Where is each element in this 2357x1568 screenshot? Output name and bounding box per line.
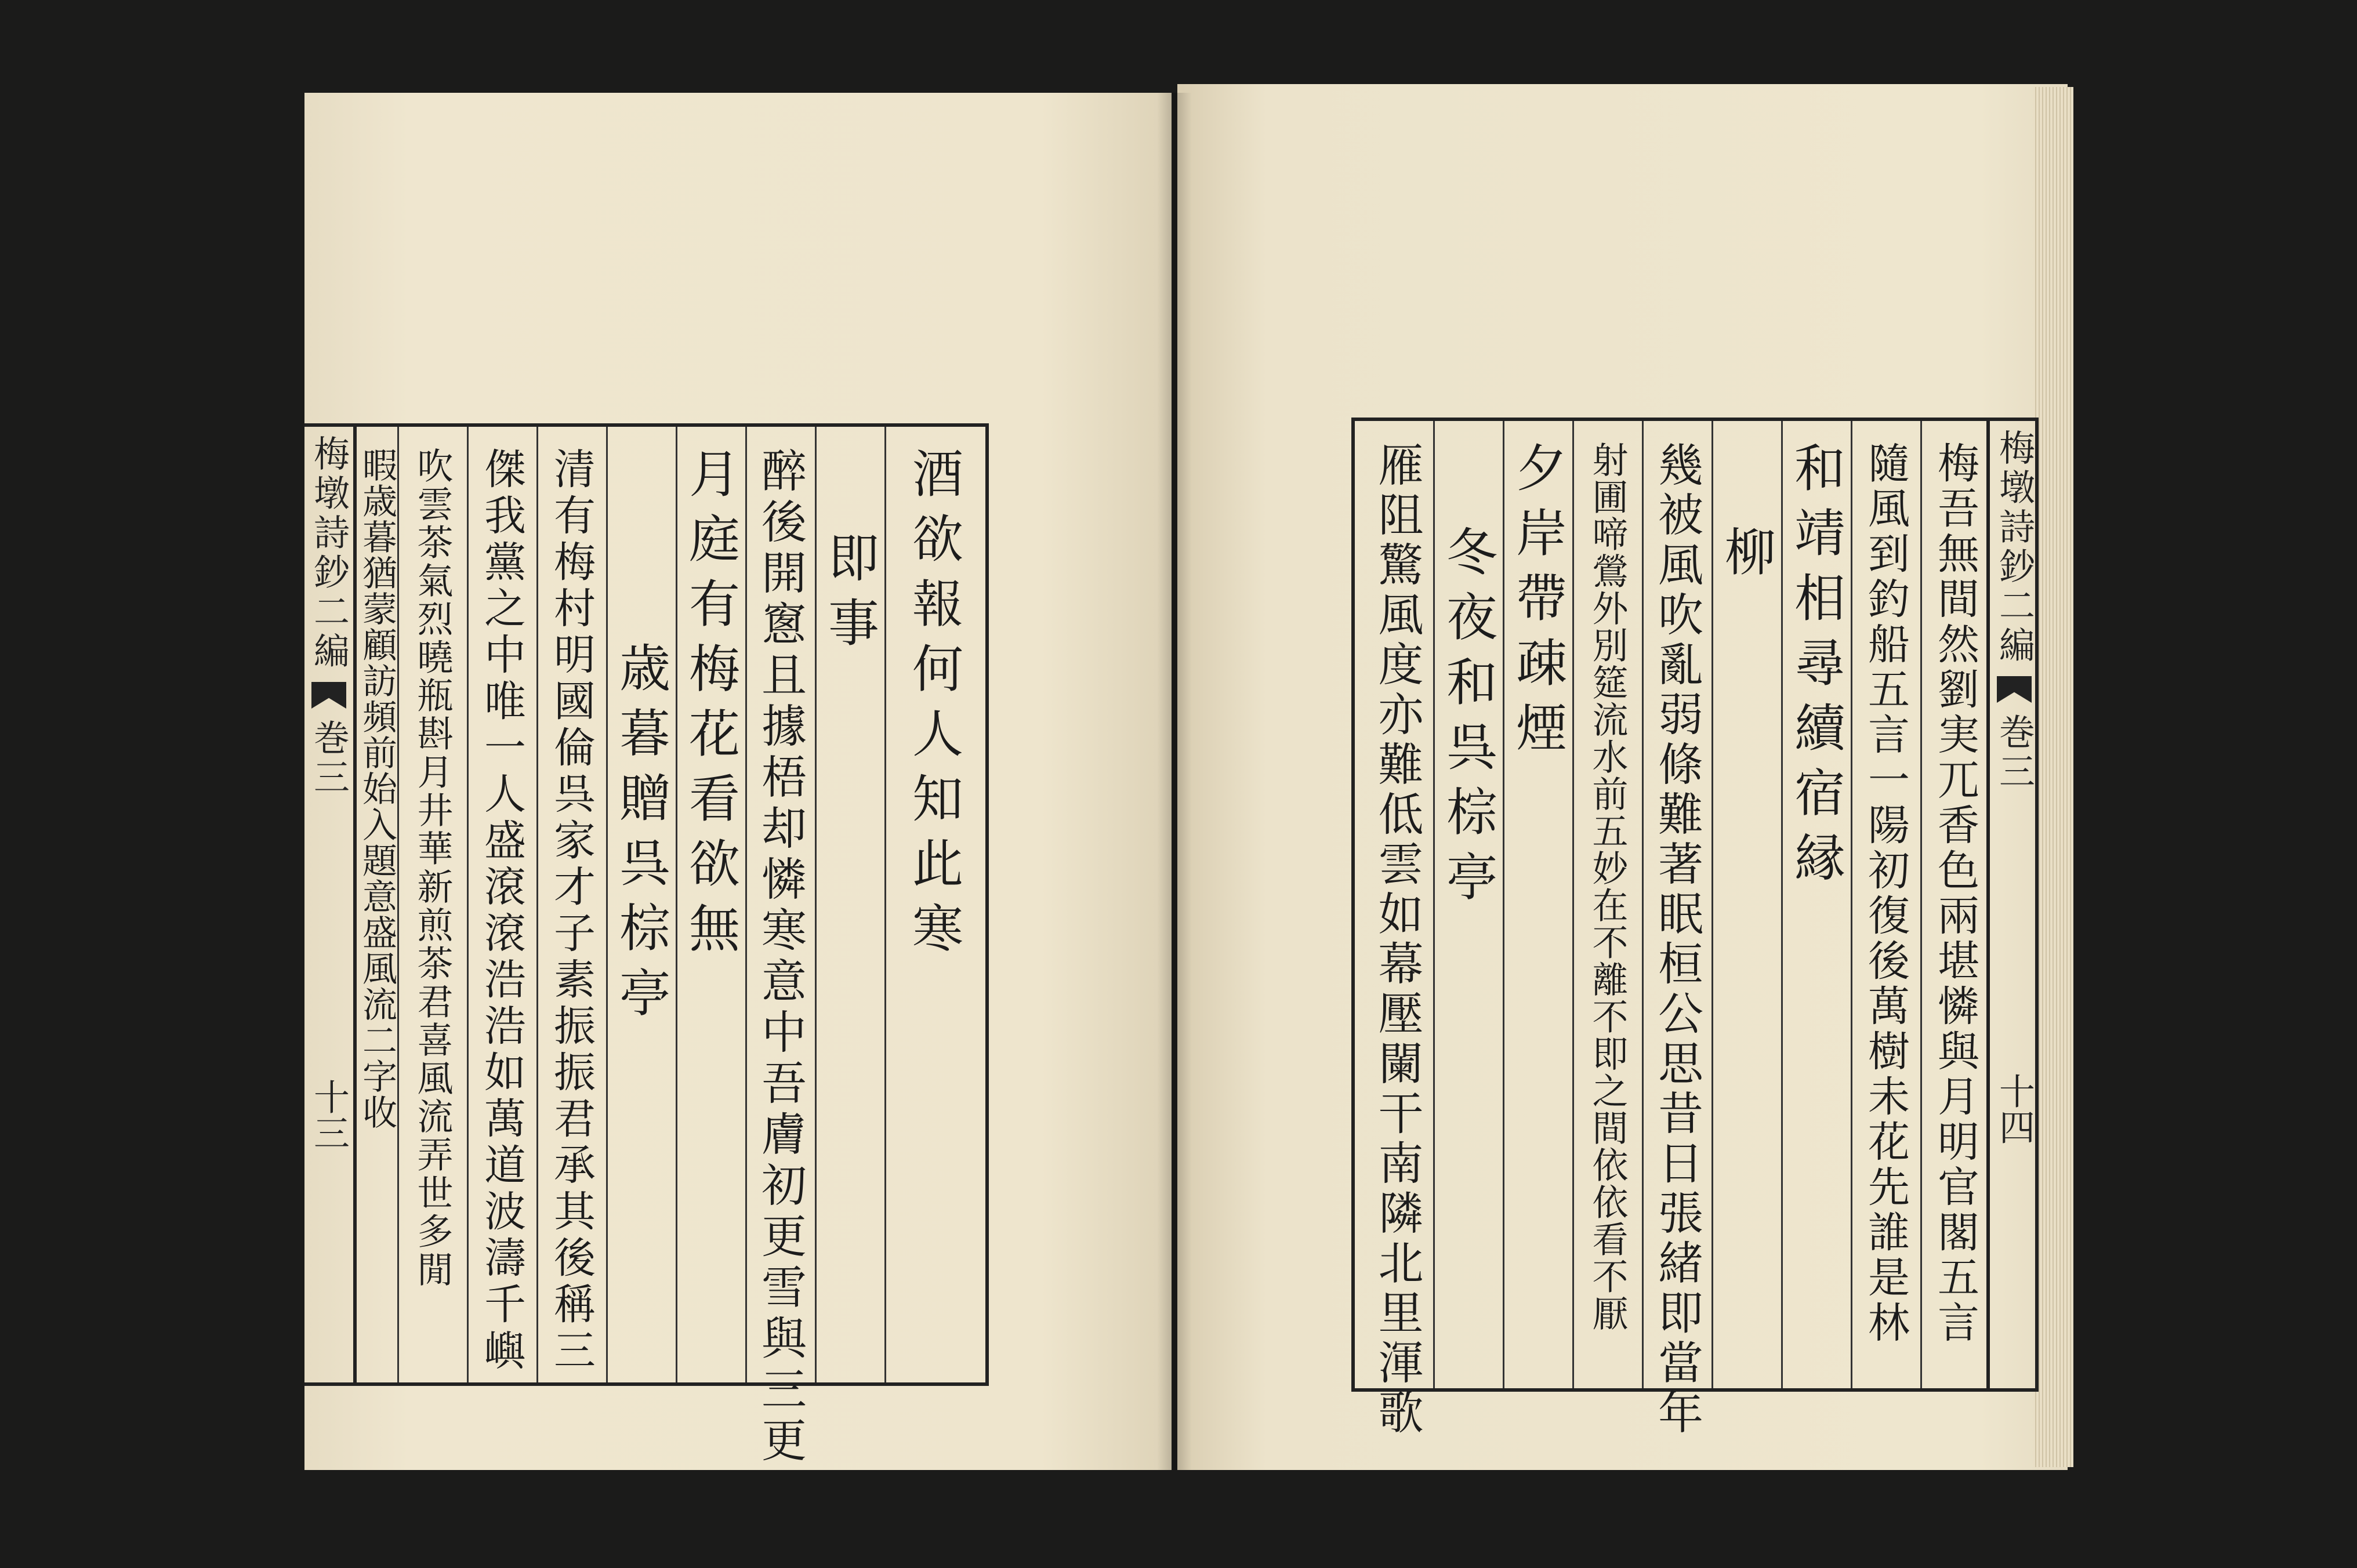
text-column bbox=[1503, 421, 1572, 1388]
column-text: 月庭有梅花看欲無 bbox=[681, 447, 741, 967]
text-column bbox=[815, 427, 884, 1382]
column-rule bbox=[1572, 421, 1574, 1388]
column-rule bbox=[536, 427, 538, 1382]
left-hashira-title: 梅墩詩鈔二編 bbox=[307, 435, 350, 672]
column-rule bbox=[1642, 421, 1644, 1388]
right-hashira-volume: 巻三 bbox=[1993, 713, 2036, 792]
column-text: 隨風到釣船五言一陽初復後萬樹未花先誰是林 bbox=[1861, 441, 1910, 1346]
text-column bbox=[1433, 421, 1503, 1388]
column-rule bbox=[1711, 421, 1713, 1388]
text-column bbox=[1361, 421, 1433, 1439]
poem-title: 柳 bbox=[1717, 525, 1776, 590]
text-column bbox=[1851, 421, 1920, 1388]
column-rule bbox=[1503, 421, 1504, 1388]
text-column bbox=[884, 427, 983, 1382]
text-column bbox=[745, 427, 815, 1468]
text-column bbox=[536, 427, 606, 1382]
column-rule bbox=[1781, 421, 1783, 1388]
right-folio: 十四 bbox=[1993, 1073, 2036, 1145]
column-rule bbox=[1920, 421, 1922, 1388]
column-rule bbox=[676, 427, 677, 1382]
poem-title: 歳暮贈呉棕亭 bbox=[611, 641, 671, 1031]
left-folio: 十三 bbox=[307, 1079, 350, 1150]
text-column bbox=[676, 427, 745, 1382]
left-hashira-volume: 巻三 bbox=[307, 719, 350, 798]
column-text: 吹雲茶氣烈曉瓶斟月井華新煎茶君喜風流弄世多閒 bbox=[411, 447, 454, 1289]
column-text: 夕岸帶疎煙 bbox=[1508, 441, 1568, 766]
column-rule bbox=[1851, 421, 1852, 1388]
column-text: 暇歳暮猶蒙顧訪頻前始入題意盛風流二字收 bbox=[357, 447, 397, 1130]
text-column bbox=[357, 427, 397, 1382]
right-hashira-title: 梅墩詩鈔二編 bbox=[1993, 429, 2036, 666]
text-column bbox=[1920, 421, 1990, 1388]
column-text: 雁阻驚風度亦難低雲如幕壓闌干南隣北里渾歌 bbox=[1370, 441, 1423, 1439]
column-rule bbox=[467, 427, 469, 1382]
column-text: 酒欲報何人知此寒 bbox=[904, 447, 964, 967]
column-text: 傑我黨之中唯一人盛滾滾浩浩如萬道波濤千嶼 bbox=[477, 447, 526, 1375]
column-rule bbox=[745, 427, 747, 1382]
text-column bbox=[1711, 421, 1781, 1388]
text-column bbox=[606, 427, 676, 1382]
left-text-frame bbox=[304, 423, 989, 1468]
column-rule bbox=[606, 427, 608, 1382]
poem-title: 冬夜和呉棕亭 bbox=[1438, 525, 1498, 915]
column-rule bbox=[1433, 421, 1435, 1388]
text-column bbox=[397, 427, 467, 1382]
column-rule bbox=[884, 427, 886, 1382]
column-text: 醉後開窻且據梧却憐寒意中吾膚初更雪與三更 bbox=[754, 447, 806, 1468]
column-text: 幾被風吹亂弱條難著眠桓公思昔日張緒即當年 bbox=[1651, 441, 1703, 1439]
book-gutter bbox=[1157, 93, 1192, 1470]
column-text: 和靖相尋續宿縁 bbox=[1786, 441, 1846, 896]
poem-title: 即事 bbox=[820, 531, 880, 661]
column-rule bbox=[815, 427, 817, 1382]
text-column bbox=[1642, 421, 1711, 1439]
text-column bbox=[467, 427, 536, 1382]
column-text: 射圃啼鶯外別筵流水前五妙在不離不即之間依依看不厭 bbox=[1586, 441, 1629, 1332]
column-text: 清有梅村明國倫呉家才子素振振君承其後稱三 bbox=[547, 447, 596, 1375]
right-text-frame bbox=[1351, 418, 2039, 1439]
text-column bbox=[1781, 421, 1851, 1388]
column-text: 梅吾無間然劉実兀香色兩堪憐與月明官閣五言 bbox=[1931, 441, 1979, 1346]
text-column bbox=[1572, 421, 1642, 1388]
